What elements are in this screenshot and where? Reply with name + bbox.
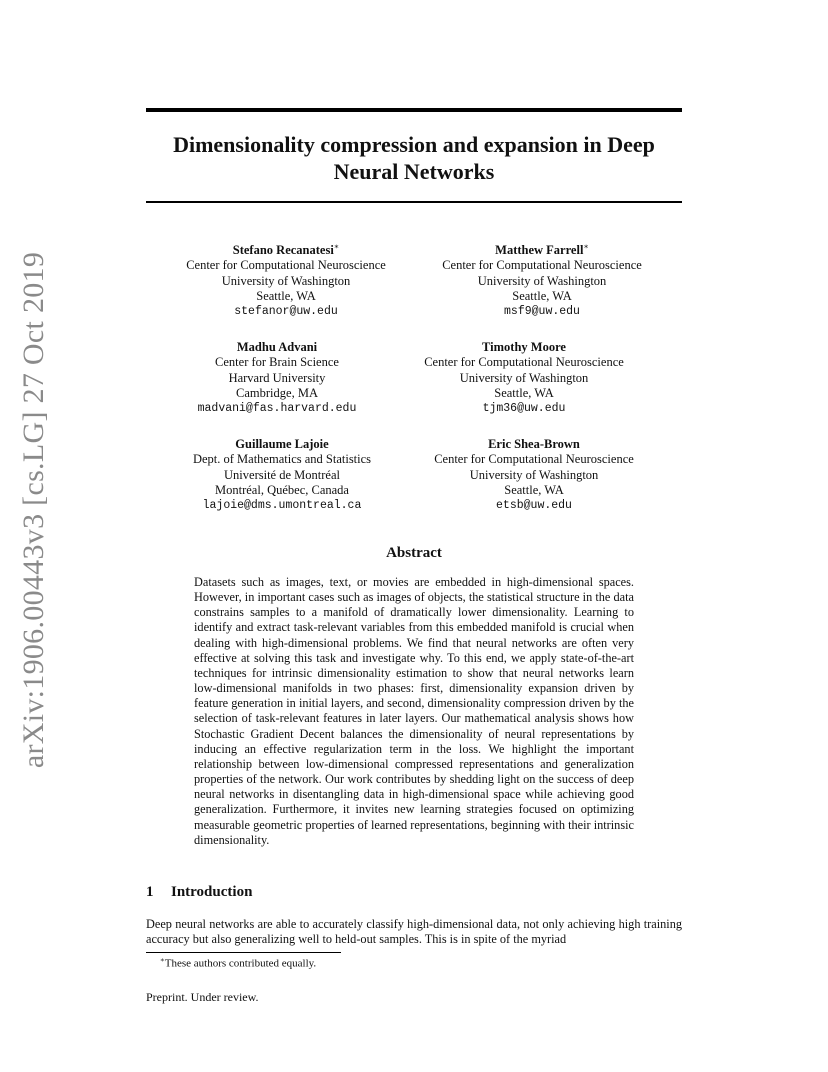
author-email[interactable]: madvani@fas.harvard.edu <box>197 401 357 415</box>
title-bottom-rule <box>146 201 682 203</box>
arxiv-identifier[interactable]: arXiv:1906.00443v3 [cs.LG] 27 Oct 2019 <box>17 251 51 769</box>
author-location: Seattle, WA <box>494 385 554 400</box>
author-institution: University of Washington <box>221 273 351 288</box>
author-name: Matthew Farrell∗ <box>495 242 589 258</box>
arxiv-side-stamp <box>14 251 54 769</box>
author-affiliation: Dept. of Mathematics and Statistics <box>192 452 372 467</box>
abstract-heading: Abstract <box>386 545 442 561</box>
author-block-5 <box>142 433 422 513</box>
abstract-text: Datasets such as images, text, or movies are embedded in high-dimensional spaces. However, in important cases such as images of objects, the statistical structure in the data constrains samples to a manifold of dramatically lower dimensionality. Learning to identify and extract task-relevant variables from this embedded manifold is crucial when dealing with high-dimensional problems. We find that neural networks are often very effective at solving this task and investigate why. To this end, we apply state-of-the-art techniques for intrinsic dimensionality estimation to show that neural networks learn low-dimensional manifolds in two phases: first, dimensionality expansion driven by feature generation in initial layers, and second, dimensionality compression driven by the selection of task-relevant features in later layers. Our mathematical analysis shows how Stochastic Gradient Decent balances the dimensionality of neural representations by inducing an effective regularization term in the loss. We highlight the important relationship between low-dimensional compressed representations and generalization properties of the network. Our work contributes by shedding light on the success of deep neural networks in disentangling data in high-dimensional space while achieving good generalization. Furthermore, it invites new learning strategies focused on optimizing measurable geometric properties of learned representations, beginning with their intrinsic dimensionality. <box>194 575 634 847</box>
section-heading-introduction <box>146 884 252 901</box>
author-email[interactable]: tjm36@uw.edu <box>482 401 566 415</box>
author-affiliation: Center for Computational Neuroscience <box>434 452 634 467</box>
preprint-note: Preprint. Under review. <box>146 990 259 1004</box>
author-institution: University of Washington <box>459 370 589 385</box>
author-affiliation: Center for Brain Science <box>215 355 339 370</box>
author-block-4 <box>384 336 664 416</box>
title-top-rule <box>146 108 682 112</box>
author-email[interactable]: stefanor@uw.edu <box>234 304 338 318</box>
author-block-6 <box>394 433 674 513</box>
author-name: Stefano Recanatesi∗ <box>232 242 340 258</box>
author-institution: Harvard University <box>228 370 326 385</box>
author-name: Madhu Advani <box>236 340 318 355</box>
author-email[interactable]: msf9@uw.edu <box>504 304 580 318</box>
author-institution: University of Washington <box>469 467 599 482</box>
author-location: Seattle, WA <box>504 482 564 497</box>
author-location: Cambridge, MA <box>236 385 318 400</box>
footnote <box>160 956 316 970</box>
footnote-text: These authors contributed equally. <box>164 957 317 970</box>
author-location: Montréal, Québec, Canada <box>215 482 349 497</box>
author-institution: Université de Montréal <box>224 467 340 482</box>
author-affiliation: Center for Computational Neuroscience <box>424 355 624 370</box>
introduction-text: Deep neural networks are able to accurately classify high-dimensional data, not only achieving high training accuracy but also generalizing well to held-out samples. This is in spite of the myriad <box>146 917 682 947</box>
author-affiliation: Center for Computational Neuroscience <box>442 258 642 273</box>
paper-title: Dimensionality compression and expansion in Deep Neural Networks <box>173 132 655 184</box>
section-title: Introduction <box>171 884 253 900</box>
author-email[interactable]: lajoie@dms.umontreal.ca <box>202 498 362 512</box>
author-affiliation: Center for Computational Neuroscience <box>186 258 386 273</box>
author-email[interactable]: etsb@uw.edu <box>496 498 572 512</box>
author-location: Seattle, WA <box>256 288 316 303</box>
author-institution: University of Washington <box>477 273 607 288</box>
author-name: Guillaume Lajoie <box>235 437 329 452</box>
footnote-mark: ∗ <box>160 956 165 964</box>
author-location: Seattle, WA <box>512 288 572 303</box>
author-name: Eric Shea-Brown <box>488 437 580 452</box>
section-number: 1 <box>146 884 154 900</box>
author-name: Timothy Moore <box>482 340 566 355</box>
author-block-3 <box>137 336 417 416</box>
footnote-divider <box>146 952 341 953</box>
author-block-1 <box>146 239 426 319</box>
author-block-2 <box>402 239 682 319</box>
